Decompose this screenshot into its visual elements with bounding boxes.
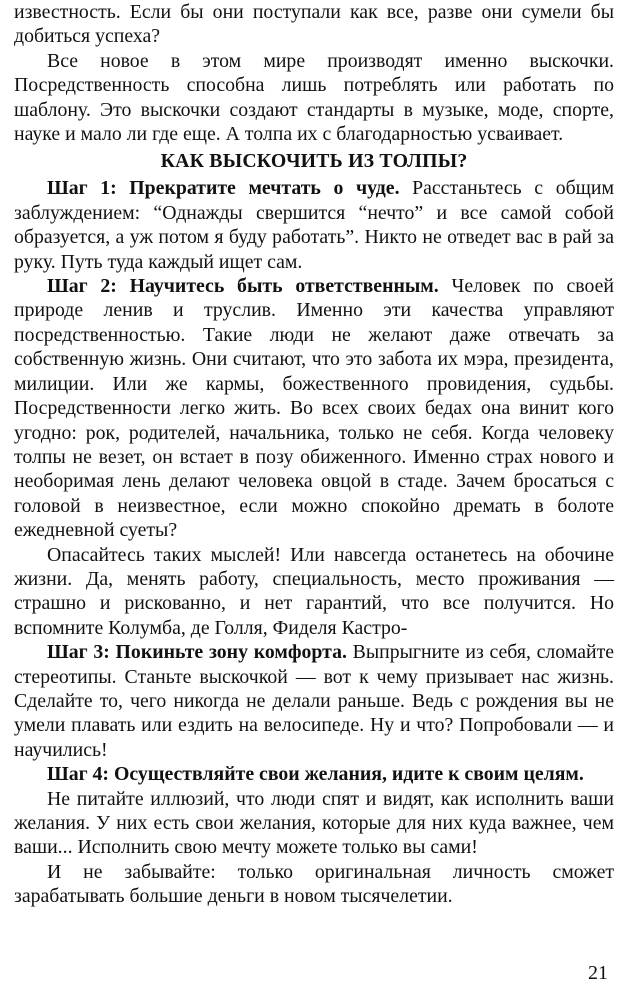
- intro-paragraph-1: известность. Если бы они поступали как все, разве они сумели бы добиться успеха?: [14, 1, 614, 48]
- step-3-label: Шаг 3: Покиньте зону комфорта.: [47, 641, 347, 664]
- section-heading: КАК ВЫСКОЧИТЬ ИЗ ТОЛПЫ?: [160, 150, 468, 173]
- step-1-label: Шаг 1: Прекратите мечтать о чуде.: [47, 177, 400, 200]
- step-4-label: Шаг 4: Осуществляйте свои желания, идите к своим целям.: [47, 763, 584, 786]
- step-2-label: Шаг 2: Научитесь быть ответственным.: [47, 275, 439, 298]
- body-text: [14, 0, 614, 909]
- step-4-heading: [14, 762, 614, 786]
- step-1-paragraph: [14, 176, 614, 274]
- intro-paragraph-2: Все новое в этом мире производят именно выскочки. Посредственность способна лишь потреблять или работать по шаблону. Это выскочки создают стандарты в музыке, моде, спорте, науке и мало ли где еще. А толпа их с благодарностью усваивает.: [14, 49, 614, 146]
- step-2-paragraph: [14, 274, 614, 542]
- step-1-text: Расстаньтесь с общим заблуждением: “Однажды свершится “нечто” и все самой собой образуется, а уж потом я буду работать”. Никто не отведет вас в рай за руку. Путь туда каждый ищет сам.: [14, 177, 614, 273]
- step-2-text: Человек по своей природе ленив и труслив. Именно эти качества управляют посредственностью. Такие люди не желают даже отвечать за собственную жизнь. Они считают, что это забота их мэра, президента, милиции. Или же кармы, божественного провидения, судьбы. Посредственности легко жить. Во всех своих бедах она винит кого угодно: рок, родителей, начальника, только не себя. Когда человеку толпы не везет, он встает в позу обиженного. Именно страх нового и необоримая лень делают человека овцой в стаде. Зачем бросаться с головой в неизвестное, если можно спокойно дремать в болоте ежедневной суеты?: [14, 275, 614, 542]
- step-4-paragraph-1: Не питайте иллюзий, что люди спят и видят, как исполнить ваши желания. У них есть свои желания, которые для них куда важнее, чем ваши... Исполнить свою мечту можете только вы сами!: [14, 787, 614, 859]
- page-number: 21: [588, 962, 608, 984]
- step-3-paragraph: [14, 640, 614, 762]
- step-3-text: Выпрыгните из себя, сломайте стереотипы. Станьте выскочкой — вот к чему призывает нас жизнь. Сделайте то, чего никогда не делали раньше. Ведь с рождения вы не умели плавать или ездить на велосипеде. Ну и что? Попробовали — и научились!: [14, 641, 614, 761]
- step-4-paragraph-2: И не забывайте: только оригинальная личность сможет зарабатывать большие деньги в новом тысячелетии.: [14, 860, 614, 908]
- step-2-paragraph-2: Опасайтесь таких мыслей! Или навсегда останетесь на обочине жизни. Да, менять работу, специальность, место проживания — страшно и рискованно, и нет гарантий, что все получится. Но вспомните Колумба, де Голля, Фиделя Кастро-: [14, 543, 614, 639]
